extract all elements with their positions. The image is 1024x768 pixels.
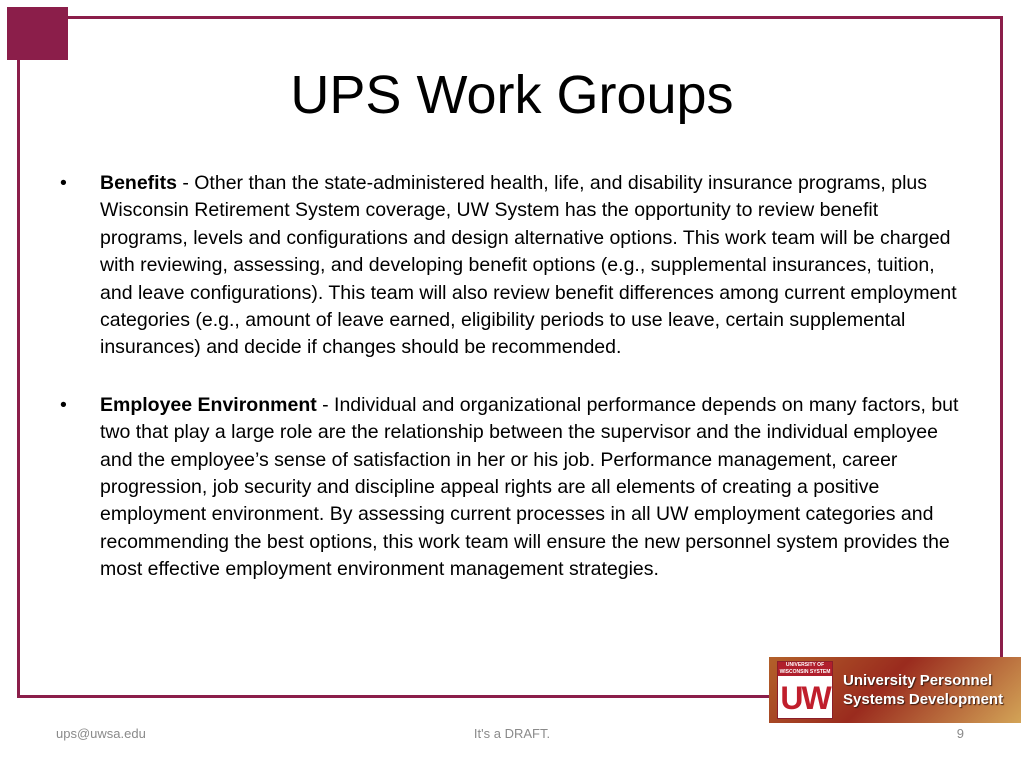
bullet-text: - Other than the state-administered health, life, and disability insurance programs, plus Wisconsin Retirement System coverage, UW System has the opportunity to review benefit programs, levels and configurations and design alternative options. This work team will be charged with reviewing, assessing, and developing benefit options (e.g., supplemental insurances, tuition, and leave configurations). This team will also review benefit differences among current employment categories (e.g., amount of leave earned, eligibility periods to use leave, certain supplemental insurances) and decide if changes should be recommended. <box>100 172 957 359</box>
logo-text <box>843 671 1003 709</box>
bullet-icon: • <box>60 172 67 194</box>
corner-accent-square <box>7 7 68 60</box>
logo-line-2: Systems Development <box>843 691 1004 708</box>
bullet-text: - Individual and organizational performance depends on many factors, but two that play a large role are the relationship between the supervisor and the individual employee and the employee’s sense of satisfaction in her or his job. Performance management, career progression, job security and discipline appeal rights are all elements of creating a positive employment environment. By assessing current processes in all UW employment categories and recommending the best options, this work team will ensure the new personnel system provides the most effective employment environment management strategies. <box>100 393 959 581</box>
logo-line-1: University Personnel <box>843 672 993 689</box>
bullet-term: Benefits <box>100 172 177 194</box>
ups-logo <box>769 657 1021 723</box>
uw-badge-icon <box>777 661 833 719</box>
bullet-term: Employee Environment <box>100 393 317 416</box>
bullet-item-employee-environment <box>60 392 970 584</box>
footer-email: ups@uwsa.edu <box>56 726 146 741</box>
bullet-item-benefits <box>60 170 970 362</box>
uw-badge-mark: UW <box>780 680 830 716</box>
uw-badge-caption: UNIVERSITY OF WISCONSIN SYSTEM <box>779 662 831 675</box>
bullet-icon: • <box>60 393 67 416</box>
slide-title: UPS Work Groups <box>290 65 734 125</box>
footer-page-number: 9 <box>956 726 964 741</box>
bullet-list <box>60 170 970 614</box>
footer-draft-note: It's a DRAFT. <box>473 726 551 741</box>
